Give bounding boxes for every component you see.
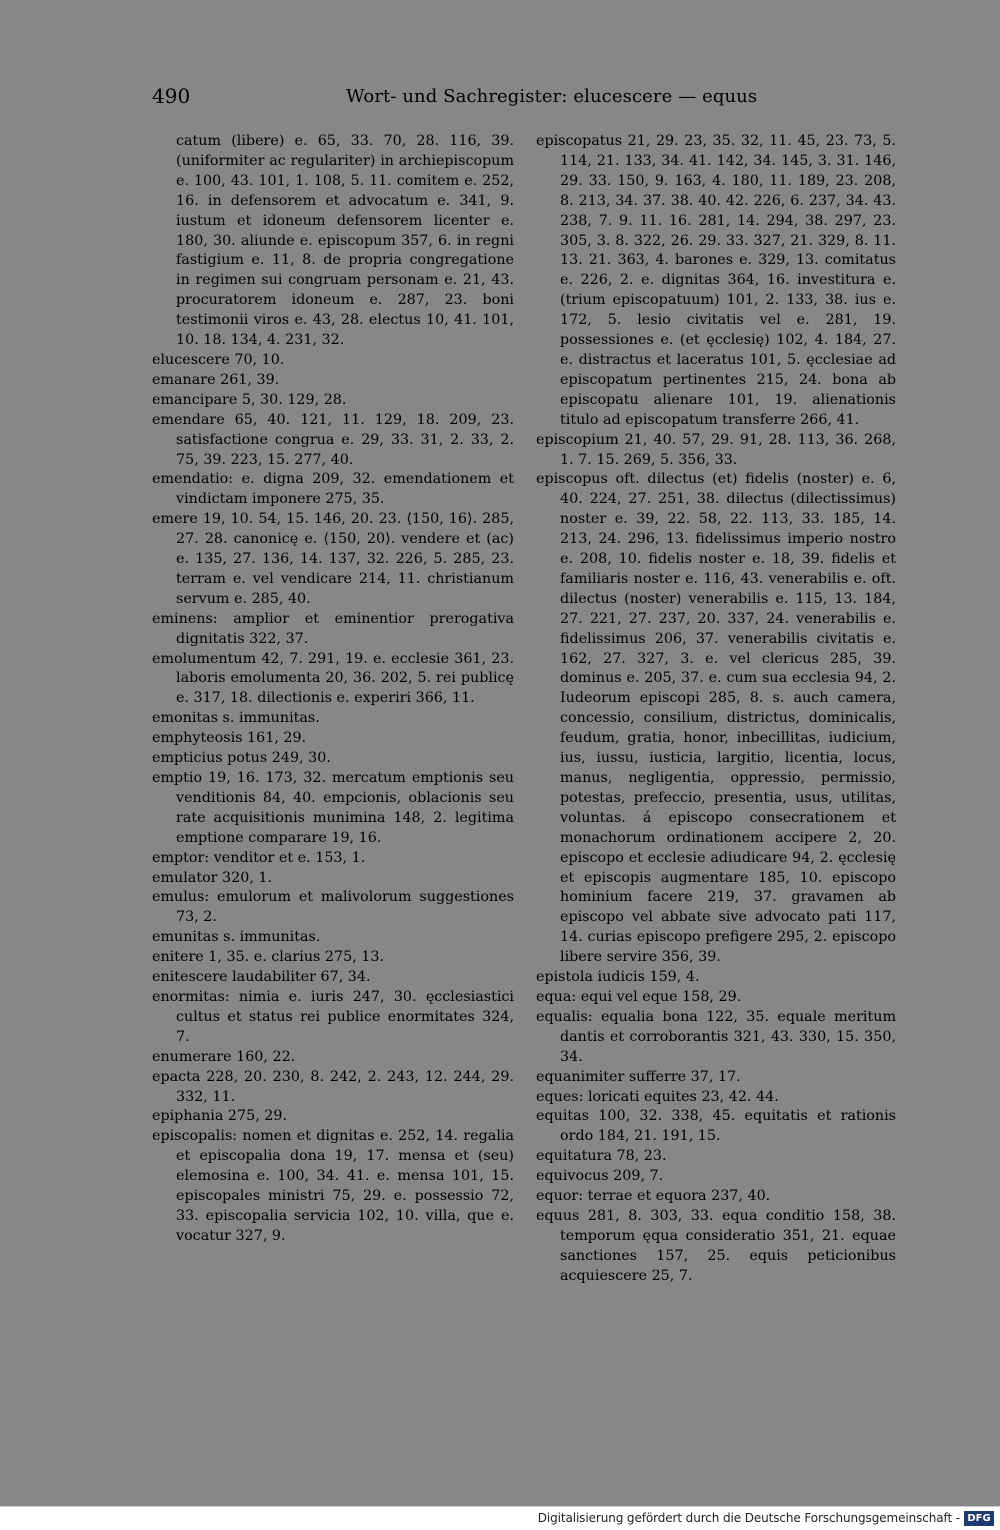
- index-entry: catum (libere) e. 65, 33. 70, 28. 116, 39. (uniformiter ac regulariter) in archiepiscopum e. 100, 43. 101, 1. 108, 5. 11. comitem e. 252, 16. in defensorem et advocatum e. 341, 9. iustum et idoneum defensorem licenter e. 180, 30. aliunde e. episcopum 357, 6. in regni fastigium e. 11, 8. de propria congregatione in regimen sui congruam personam e. 21, 43. procuratorem idoneum e. 287, 23. boni testimonii viros e. 43, 28. electus 10, 41. 101, 10. 18. 134, 4. 231, 32.: [176, 133, 514, 349]
- index-entry: emanare 261, 39.: [152, 371, 280, 388]
- index-entry: emere 19, 10. 54, 15. 146, 20. 23. ⟨150, 16⟩. 285, 27. 28. canonicę e. ⟨150, 20⟩. vendere et (ac) e. 135, 27. 136, 14. 137, 32. 226, 5. 285, 23. terram e. vel vendicare 214, 11. christianum servum e. 285, 40.: [152, 511, 514, 607]
- index-entry: emendatio: e. digna 209, 32. emendationem et vindictam imponere 275, 35.: [152, 471, 514, 508]
- index-entry: equa: equi vel eque 158, 29.: [536, 988, 742, 1005]
- index-entry: enormitas: nimia e. iuris 247, 30. ęcclesiastici cultus et status rei publice enormitates 324, 7.: [152, 988, 514, 1045]
- index-entry: eques: loricati equites 23, 42. 44.: [536, 1088, 779, 1105]
- index-entry: equitatura 78, 23.: [536, 1148, 667, 1165]
- index-entry: emptio 19, 16. 173, 32. mercatum emptionis seu venditionis 84, 40. empcionis, oblacionis seu rate acquisitionis munimina 148, 2. legitima emptione comparare 19, 16.: [152, 770, 514, 846]
- index-entry: equalis: equalia bona 122, 35. equale meritum dantis et corroborantis 321, 43. 330, 15. 350, 34.: [536, 1008, 896, 1065]
- dfg-logo: DFG: [964, 1511, 994, 1526]
- index-entry: enumerare 160, 22.: [152, 1048, 296, 1065]
- index-entry: equanimiter sufferre 37, 17.: [536, 1068, 741, 1085]
- index-entry: episcopium 21, 40. 57, 29. 91, 28. 113, 36. 268, 1. 7. 15. 269, 5. 356, 33.: [536, 431, 896, 468]
- index-entry: elucescere 70, 10.: [152, 351, 285, 368]
- index-column-left: [152, 132, 514, 1247]
- index-entry: epacta 228, 20. 230, 8. 242, 2. 243, 12. 244, 29. 332, 11.: [152, 1068, 514, 1105]
- index-entry: equivocus 209, 7.: [536, 1168, 664, 1185]
- index-entry: epistola iudicis 159, 4.: [536, 969, 700, 986]
- index-entry: equor: terrae et equora 237, 40.: [536, 1188, 771, 1205]
- footer-credit: Digitalisierung gefördert durch die Deutsche Forschungsgemeinschaft -: [537, 1511, 960, 1525]
- index-entry: enitere 1, 35. e. clarius 275, 13.: [152, 949, 385, 966]
- index-entry: emancipare 5, 30. 129, 28.: [152, 391, 347, 408]
- running-head: Wort- und Sachregister: elucescere — equus: [346, 86, 758, 107]
- index-entry: empticius potus 249, 30.: [152, 750, 331, 767]
- index-entry: emulator 320, 1.: [152, 869, 273, 886]
- index-entry: enitescere laudabiliter 67, 34.: [152, 969, 371, 986]
- index-entry: emptor: venditor et e. 153, 1.: [152, 849, 366, 866]
- index-entry: emendare 65, 40. 121, 11. 129, 18. 209, 23. satisfactione congrua e. 29, 33. 31, 2. 33, 2. 75, 39. 223, 15. 277, 40.: [152, 411, 514, 468]
- index-entry: emulus: emulorum et malivolorum suggestiones 73, 2.: [152, 889, 514, 926]
- index-entry: episcopatus 21, 29. 23, 35. 32, 11. 45, 23. 73, 5. 114, 21. 133, 34. 41. 142, 34. 145, 3. 31. 146, 29. 33. 150, 9. 163, 4. 180, 11. 189, 23. 208, 8. 213, 34. 37. 38. 40. 42. 226, 6. 237, 34. 43. 238, 7. 9. 11. 16. 281, 14. 294, 38. 297, 23. 305, 3. 8. 322, 26. 29. 33. 327, 21. 329, 8. 11. 13. 21. 363, 4. barones e. 329, 13. comitatus e. 226, 2. e. dignitas 364, 16. investitura e. (trium episcopatuum) 101, 2. 133, 38. ius e. 172, 5. lesio civitatis vel e. 281, 19. possessiones e. (et ęcclesię) 102, 4. 184, 27. e. distractus et laceratus 101, 5. ęcclesiae ad episcopatum pertinentes 215, 24. bona ab episcopatu alienare 101, 19. alienationis titulo ad episcopatum transferre 266, 41.: [536, 133, 896, 428]
- index-entry: eminens: amplior et eminentior prerogativa dignitatis 322, 37.: [152, 610, 514, 647]
- index-entry: epiphania 275, 29.: [152, 1108, 288, 1125]
- index-entry: equitas 100, 32. 338, 45. equitatis et rationis ordo 184, 21. 191, 15.: [536, 1108, 896, 1145]
- index-column-right: [536, 132, 896, 1287]
- footer-bar: [0, 1506, 1000, 1530]
- page-number: 490: [152, 84, 191, 108]
- index-entry: episcopalis: nomen et dignitas e. 252, 14. regalia et episcopalia dona 19, 17. mensa et (seu) elemosina e. 100, 34. 41. e. mensa 101, 15. episcopales ministri 75, 29. e. possessio 72, 33. episcopalia servicia 102, 10. villa, que e. vocatur 327, 9.: [152, 1128, 514, 1244]
- index-entry: emonitas s. immunitas.: [152, 710, 320, 727]
- index-entry: emphyteosis 161, 29.: [152, 730, 307, 747]
- index-entry: emolumentum 42, 7. 291, 19. e. ecclesie 361, 23. laboris emolumenta 20, 36. 202, 5. rei publicę e. 317, 18. dilectionis e. experiri 366, 11.: [152, 650, 514, 707]
- index-entry: emunitas s. immunitas.: [152, 929, 321, 946]
- index-entry: episcopus oft. dilectus (et) fidelis (noster) e. 6, 40. 224, 27. 251, 38. dilectus (dilectissimus) noster e. 39, 22. 58, 22. 113, 33. 185, 14. 213, 24. 296, 13. fidelissimus imperio nostro e. 208, 10. fidelis noster e. 18, 39. fidelis et familiaris noster e. 116, 43. venerabilis e. oft. dilectus (noster) venerabilis e. 115, 13. 184, 27. 221, 27. 237, 20. 337, 24. venerabilis e. fidelissimus 206, 37. venerabilis civitatis e. 162, 27. 327, 3. e. vel clericus 285, 39. dominus e. 205, 37. e. cum sua ecclesia 94, 2. Iudeorum episcopi 285, 8. s. auch camera, concessio, consilium, districtus, dominicalis, feudum, gratia, honor, inbecillitas, iudicium, ius, iussu, iusticia, largitio, licentia, locus, manus, negligentia, oppressio, permissio, potestas, prefeccio, presentia, usus, utilitas, voluntas. á episcopo consecrationem et monachorum ordinationem accipere 2, 20. episcopo et ecclesie adiudicare 94, 2. ęcclesię et episcopis augmentare 185, 10. episcopo hominium facere 219, 37. gravamen ab episcopo vel abbate sive advocato pati 117, 14. curias episcopo prefigere 295, 2. episcopo libere servire 356, 39.: [536, 471, 896, 966]
- index-entry: equus 281, 8. 303, 33. equa conditio 158, 38. temporum ęqua consideratio 351, 21. equae sanctiones 157, 25. equis peticionibus acquiescere 25, 7.: [536, 1207, 896, 1284]
